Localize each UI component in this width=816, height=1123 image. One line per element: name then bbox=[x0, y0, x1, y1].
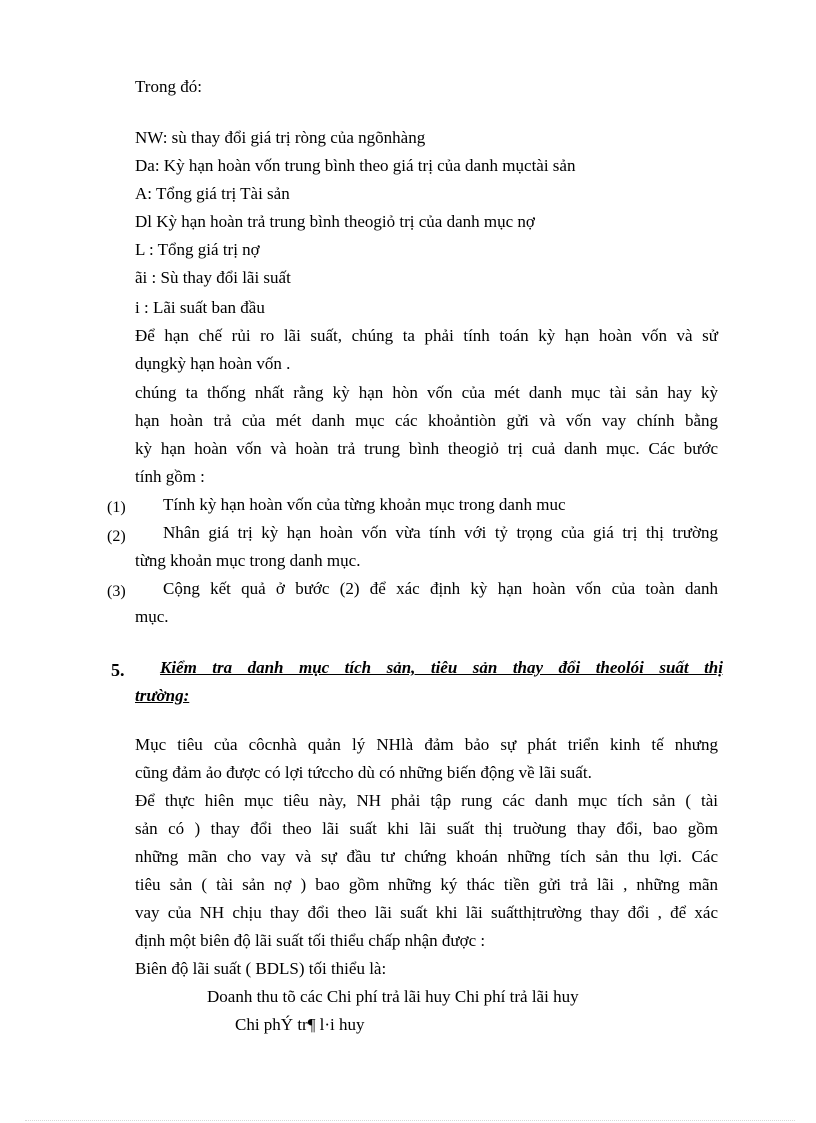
page-bottom-border bbox=[25, 1120, 795, 1121]
step-text: từng khoản mục trong danh mục. bbox=[135, 551, 361, 570]
paragraph2-line: tính gồm : bbox=[135, 467, 205, 486]
step-text: Tính kỳ hạn hoàn vốn của từng khoản mục trong danh muc bbox=[163, 495, 566, 514]
paragraph4-line: vay của NH chịu thay đổi theo lãi suất khi lãi suấtthịtrường thay đổi , để xác bbox=[135, 903, 718, 922]
formula-numerator: Doanh thu tõ các Chi phí trả lãi huy Chi phí trả lãi huy bbox=[207, 987, 579, 1006]
definition-dl: Dl Kỳ hạn hoàn trả trung bình theogiỏ trị của danh mục nợ bbox=[135, 212, 535, 231]
intro-text: Trong đó: bbox=[135, 77, 202, 96]
paragraph4-line: những mãn cho vay và sự đầu tư chứng khoán những tích sản thu lợi. Các bbox=[135, 847, 718, 866]
definition-l: L : Tổng giá trị nợ bbox=[135, 240, 260, 259]
paragraph2-line: chúng ta thống nhất rằng kỳ hạn hòn vốn của mét danh mục tài sản hay kỳ bbox=[135, 383, 718, 402]
paragraph4-line: sản có ) thay đổi theo lãi suất khi lãi suất thị truờung thay đổi, bao gồm bbox=[135, 819, 718, 838]
formula-intro: Biên độ lãi suất ( BDLS) tối thiểu là: bbox=[135, 959, 387, 978]
step-text: Cộng kết quả ở bước (2) để xác định kỳ hạn hoàn vốn của toàn danh bbox=[163, 579, 718, 598]
definition-da: Da: Kỳ hạn hoàn vốn trung bình theo giá trị của danh mụctài sản bbox=[135, 156, 576, 175]
step-text: Nhân giá trị kỳ hạn hoàn vốn vừa tính với tỷ trọng của giá trị thị trường bbox=[163, 523, 718, 542]
formula-denominator: Chi phÝ tr¶ l·i huy bbox=[235, 1015, 365, 1034]
definition-nw: NW: sù thay đổi giá trị ròng của ngõnhàng bbox=[135, 128, 426, 147]
paragraph4-line: Để thực hiên mục tiêu này, NH phải tập rung các danh mục tích sản ( tài bbox=[135, 791, 718, 810]
paragraph3-line: Mục tiêu của côcnhà quản lý NHlà đảm bảo sự phát triển kinh tế nhưng bbox=[135, 735, 718, 754]
paragraph2-line: kỳ hạn hoàn vốn và hoàn trả trung bình theogiỏ trị cuả danh mục. Các bước bbox=[135, 439, 718, 458]
paragraph3-line: cũng đảm ảo được có lợi tứccho dù có những biến động về lãi suất. bbox=[135, 763, 592, 782]
section-number: 5. bbox=[111, 660, 125, 680]
paragraph2-line: hạn hoàn trả của mét danh mục các khoảntiòn gửi và vốn vay chính bằng bbox=[135, 411, 718, 430]
definition-a: A: Tổng giá trị Tài sản bbox=[135, 184, 290, 203]
paragraph1-line: dụngkỳ hạn hoàn vốn . bbox=[135, 354, 291, 373]
definition-delta-i: ãi : Sù thay đổi lãi suất bbox=[135, 268, 291, 287]
step-number: (1) bbox=[107, 499, 126, 516]
section-title-cont: trường: bbox=[135, 686, 190, 705]
paragraph1-line: Để hạn chế rủi ro lãi suất, chúng ta phải tính toán kỳ hạn hoàn vốn và sử bbox=[135, 326, 718, 345]
step-text: mục. bbox=[135, 607, 169, 626]
section-title: Kiểm tra danh mục tích sản, tiêu sản thay đổi theolói suất thị bbox=[160, 658, 723, 677]
paragraph4-line: định một biên độ lãi suất tối thiểu chấp nhận được : bbox=[135, 931, 486, 950]
paragraph4-line: tiêu sản ( tài sản nợ ) bao gồm những ký thác tiền gửi trả lãi , những mãn bbox=[135, 875, 718, 894]
step-number: (3) bbox=[107, 583, 126, 600]
step-number: (2) bbox=[107, 528, 126, 545]
definition-i: i : Lãi suất ban đầu bbox=[135, 298, 265, 317]
